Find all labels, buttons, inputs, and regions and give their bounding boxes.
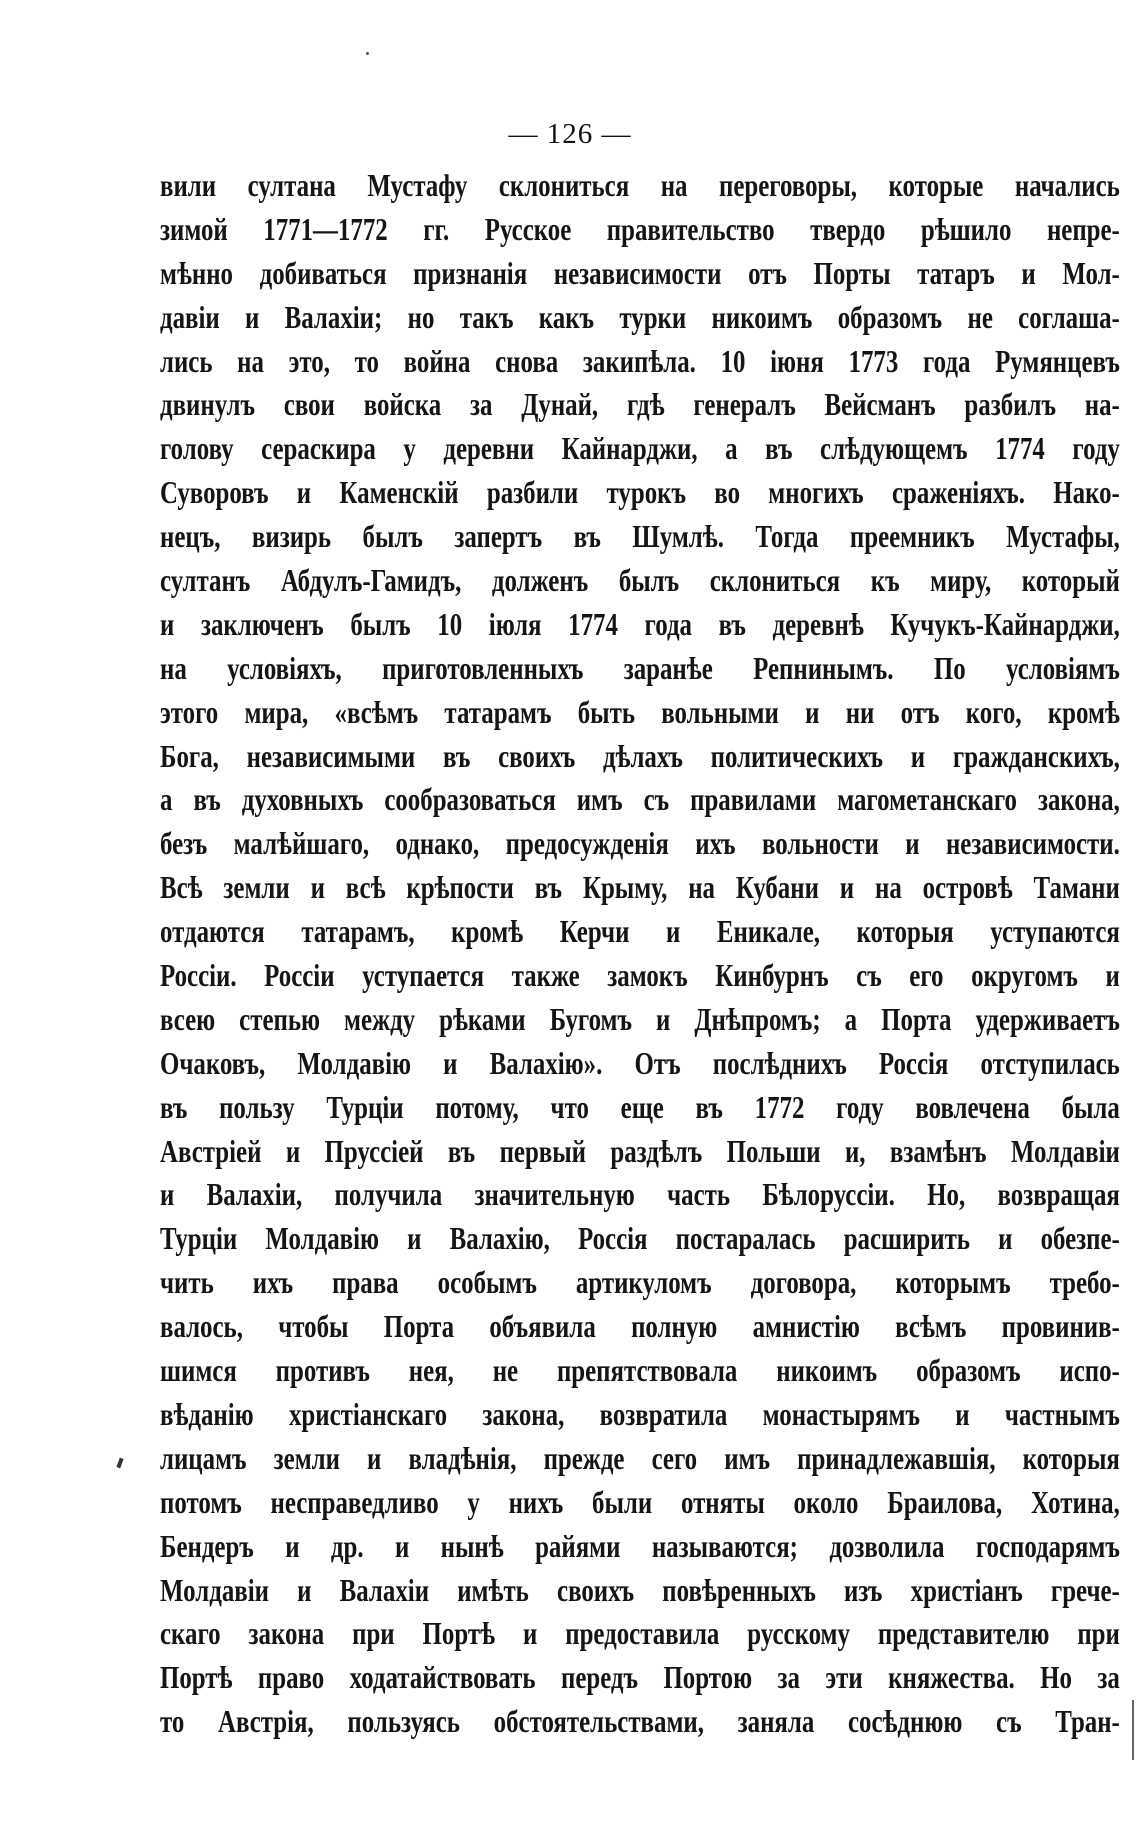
text-line: давіи и Валахіи; но такъ какъ турки никоимъ образомъ не соглаша- <box>160 299 1120 335</box>
text-line: нецъ, визирь былъ запертъ въ Шумлѣ. Тогда преемникъ Мустафы, <box>160 519 1120 555</box>
text-line: Турціи Молдавію и Валахію, Россія постаралась расширить и обезпе- <box>160 1221 1120 1257</box>
text-line: Молдавіи и Валахіи имѣть своихъ повѣренныхъ изъ христіанъ грече- <box>160 1572 1120 1608</box>
text-line: мѣнно добиваться признанія независимости отъ Порты татаръ и Мол- <box>160 255 1120 291</box>
text-line: шимся противъ нея, не препятствовала никоимъ образомъ испо- <box>160 1353 1120 1389</box>
text-line: вѣданію христіанскаго закона, возвратила монастырямъ и частнымъ <box>160 1396 1120 1432</box>
text-line: двинулъ свои войска за Дунай, гдѣ генералъ Вейсманъ разбилъ на- <box>160 387 1120 423</box>
text-line: отдаются татарамъ, кромѣ Керчи и Еникале, которыя уступаются <box>160 914 1120 950</box>
text-line: и заключенъ былъ 10 іюля 1774 года въ деревнѣ Кучукъ-Кайнарджи, <box>160 606 1120 642</box>
text-line: лицамъ земли и владѣнія, прежде сего имъ принадлежавшія, которыя <box>160 1440 1120 1476</box>
text-line: и Валахіи, получила значительную часть Бѣлоруссіи. Но, возвращая <box>160 1177 1120 1213</box>
text-line: голову сераскира у деревни Кайнарджи, а въ слѣдующемъ 1774 году <box>160 431 1120 467</box>
paper-speck <box>366 52 369 55</box>
page-edge-mark <box>1132 1700 1134 1760</box>
body-text <box>160 164 1120 1744</box>
text-line: султанъ Абдулъ-Гамидъ, долженъ былъ склониться къ миру, который <box>160 563 1120 599</box>
text-line: всею степью между рѣками Бугомъ и Днѣпромъ; а Порта удерживаетъ <box>160 1001 1120 1037</box>
page-number: — 126 — <box>508 118 632 150</box>
text-line: Бендеръ и др. и нынѣ райями называются; дозволила господарямъ <box>160 1528 1120 1564</box>
text-line: лись на это, то война снова закипѣла. 10 іюня 1773 года Румянцевъ <box>160 343 1120 379</box>
text-line: въ пользу Турціи потому, что еще въ 1772 году вовлечена была <box>160 1089 1120 1125</box>
text-line: чить ихъ права особымъ артикуломъ договора, которымъ требо- <box>160 1265 1120 1301</box>
margin-mark <box>116 1458 123 1469</box>
text-line: потомъ несправедливо у нихъ были отняты около Браилова, Хотина, <box>160 1484 1120 1520</box>
text-line: безъ малѣйшаго, однако, предосужденія ихъ вольности и независимости. <box>160 826 1120 862</box>
text-line: на условіяхъ, приготовленныхъ заранѣе Репнинымъ. По условіямъ <box>160 650 1120 686</box>
text-line: а въ духовныхъ сообразоваться имъ съ правилами магометанскаго закона, <box>160 782 1120 818</box>
text-line: скаго закона при Портѣ и предоставила русскому представителю при <box>160 1616 1120 1652</box>
text-line: вили султана Мустафу склониться на переговоры, которые начались <box>160 168 1120 203</box>
text-line: Бога, независимыми въ своихъ дѣлахъ политическихъ и гражданскихъ, <box>160 738 1120 774</box>
text-line: Австріей и Пруссіей въ первый раздѣлъ Польши и, взамѣнъ Молдавіи <box>160 1133 1120 1169</box>
text-line: зимой 1771—1772 гг. Русское правительство твердо рѣшило непре- <box>160 211 1120 247</box>
text-line: Россіи. Россіи уступается также замокъ Кинбурнъ съ его округомъ и <box>160 958 1120 994</box>
text-line: Суворовъ и Каменскій разбили турокъ во многихъ сраженіяхъ. Нако- <box>160 475 1120 511</box>
text-line: валось, чтобы Порта объявила полную амнистію всѣмъ провинив- <box>160 1309 1120 1345</box>
text-line: то Австрія, пользуясь обстоятельствами, заняла сосѣднюю съ Тран- <box>160 1704 1120 1740</box>
text-line: Всѣ земли и всѣ крѣпости въ Крыму, на Кубани и на островѣ Тамани <box>160 870 1120 906</box>
text-line: Портѣ право ходатайствовать передъ Портою за эти княжества. Но за <box>160 1660 1120 1696</box>
text-line: Очаковъ, Молдавію и Валахію». Отъ послѣднихъ Россія отступилась <box>160 1045 1120 1081</box>
text-line: этого мира, «всѣмъ татарамъ быть вольными и ни отъ кого, кромѣ <box>160 694 1120 730</box>
